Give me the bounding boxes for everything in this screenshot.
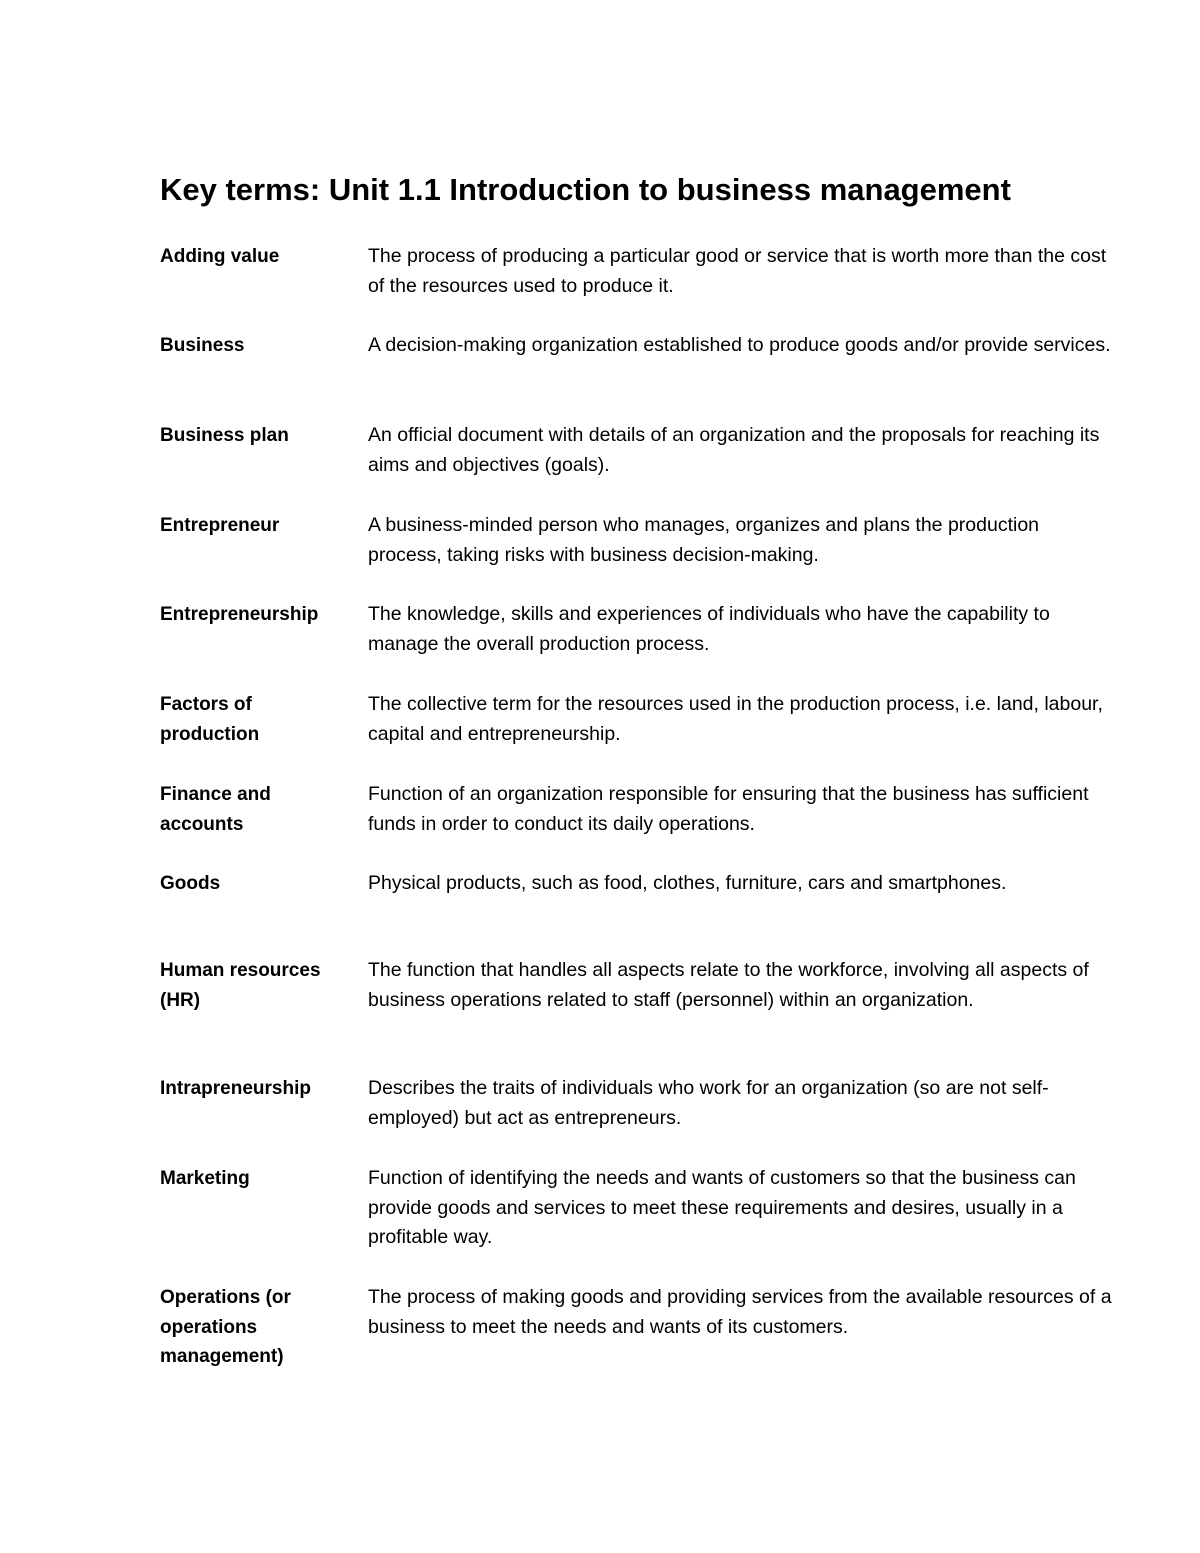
glossary-term: Business plan	[160, 425, 289, 446]
glossary-definition: Describes the traits of individuals who work for an organization (so are not self-employed) but act as entrepreneurs.	[368, 1077, 1049, 1129]
glossary-term: Entrepreneurship	[160, 604, 319, 625]
glossary-term: Adding value	[160, 246, 280, 267]
glossary-definition: The knowledge, skills and experiences of individuals who have the capability to manage the overall production process.	[368, 603, 1050, 655]
glossary-term: Business	[160, 335, 245, 356]
glossary-term: Operations (or operations management)	[160, 1287, 291, 1367]
glossary-definition: Function of identifying the needs and wants of customers so that the business can provide goods and services to meet these requirements and desires, usually in a profitable way.	[368, 1167, 1076, 1248]
glossary-term: Finance and accounts	[160, 784, 271, 835]
glossary-term: Goods	[160, 873, 221, 894]
glossary-term: Factors of production	[160, 694, 260, 745]
glossary-definition: The collective term for the resources used in the production process, i.e. land, labour, capital and entrepreneurship.	[368, 693, 1103, 745]
glossary-definition: Physical products, such as food, clothes, furniture, cars and smartphones.	[368, 872, 1007, 894]
glossary-term: Human resources (HR)	[160, 960, 321, 1011]
glossary-definition: A business-minded person who manages, organizes and plans the production process, taking risks with business decision-making.	[368, 514, 1040, 566]
glossary-definition: An official document with details of an organization and the proposals for reaching its aims and objectives (goals).	[368, 424, 1100, 476]
glossary-term: Marketing	[160, 1168, 250, 1189]
glossary-definition: A decision-making organization established to produce goods and/or provide services.	[368, 334, 1111, 356]
glossary-definition: Function of an organization responsible for ensuring that the business has sufficient funds in order to conduct its daily operations.	[368, 783, 1089, 835]
glossary-definition: The function that handles all aspects relate to the workforce, involving all aspects of business operations related to staff (personnel) within an organization.	[368, 959, 1089, 1011]
page-title: Key terms: Unit 1.1 Introduction to business management	[160, 172, 1011, 207]
glossary-term: Entrepreneur	[160, 515, 280, 536]
glossary-definition: The process of making goods and providing services from the available resources of a business to meet the needs and wants of its customers.	[368, 1286, 1112, 1338]
glossary-term: Intrapreneurship	[160, 1078, 311, 1099]
glossary-definition: The process of producing a particular good or service that is worth more than the cost of the resources used to produce it.	[368, 245, 1107, 297]
